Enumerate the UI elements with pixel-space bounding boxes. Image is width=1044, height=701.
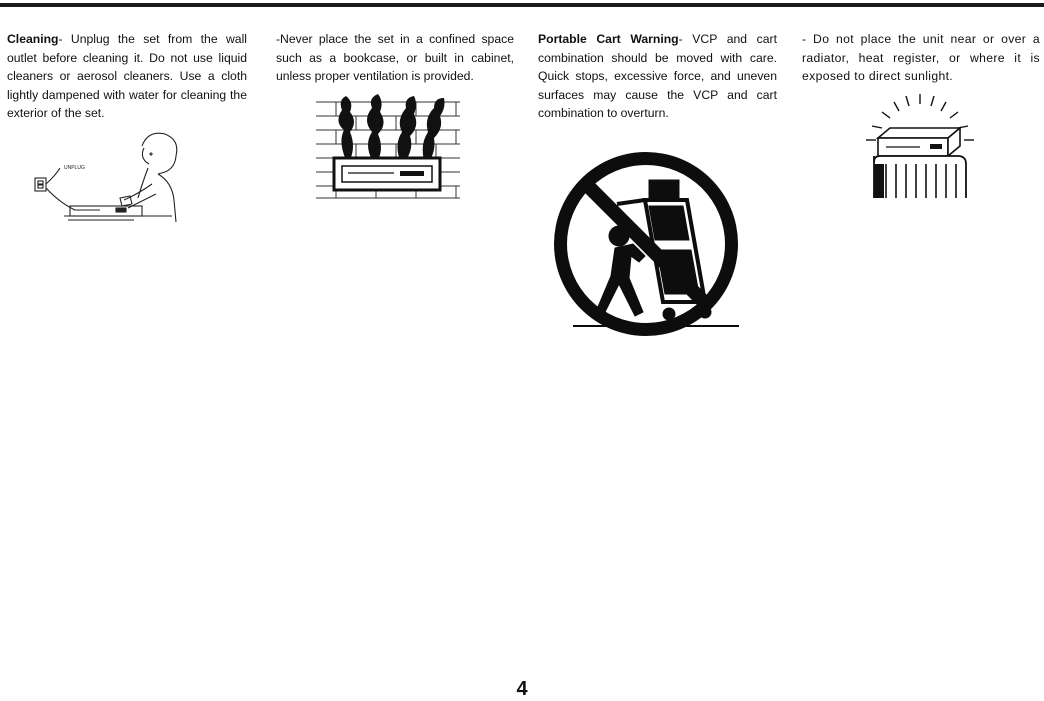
page-number: 4 [516, 678, 528, 700]
cart-warning-heading: Portable Cart Warning [538, 32, 679, 46]
cleaning-section [7, 30, 247, 123]
heat-text: - Do not place the unit near or over a radiator, heat register, or where it is exposed to direct sunlight. [802, 32, 1040, 84]
radiator-illustration [860, 92, 980, 200]
cleaning-heading: Cleaning [7, 32, 59, 46]
cart-warning-text: - VCP and cart combination should be moved with care. Quick stops, excessive force, and uneven surfaces may cause the VCP and cart combination to overturn. [538, 32, 777, 121]
confined-space-illustration [316, 92, 460, 202]
ventilation-text: -Never place the set in a confined space such as a bookcase, or built in cabinet, unless proper ventilation is provided. [276, 32, 514, 84]
top-rule [0, 3, 1044, 7]
cart-warning-section [538, 30, 777, 123]
cleaning-text: - Unplug the set from the wall outlet before cleaning it. Do not use liquid cleaners or aerosol cleaners. Use a cloth lightly dampened with water for cleaning the exterior of the set. [7, 32, 247, 121]
cleaning-illustration [30, 128, 190, 224]
cart-warning-symbol [553, 144, 739, 344]
heat-section [802, 30, 1040, 86]
unplug-label: UNPLUG [64, 165, 85, 171]
ventilation-section [276, 30, 514, 86]
